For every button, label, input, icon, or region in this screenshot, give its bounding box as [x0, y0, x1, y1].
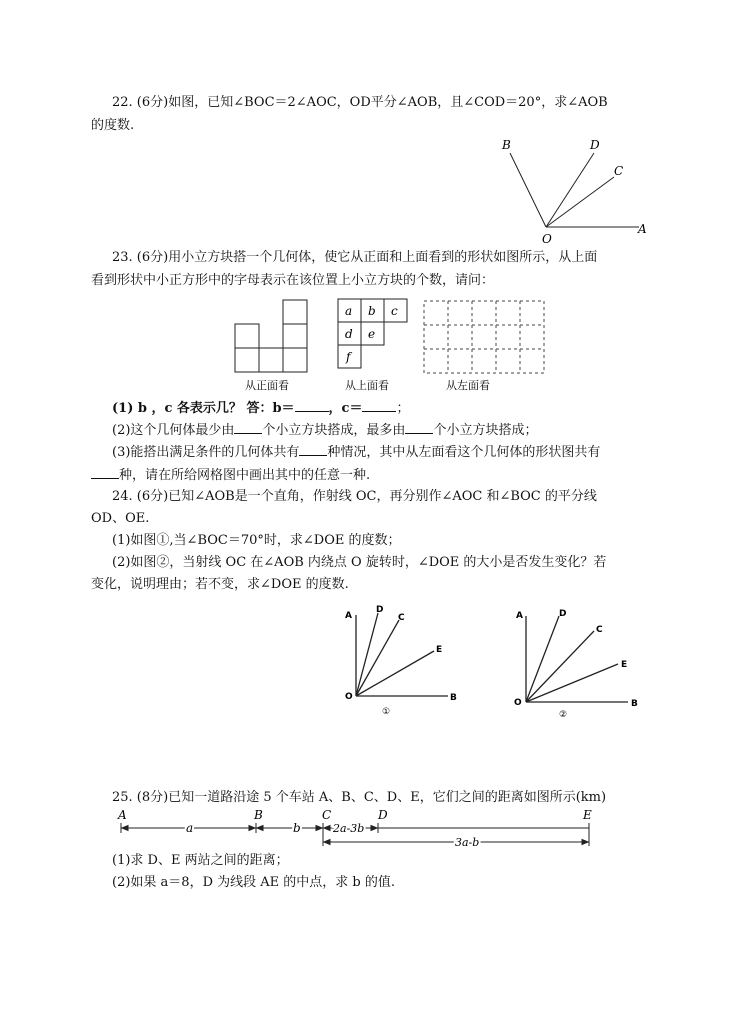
fig1-label-A: A	[345, 611, 352, 621]
station-D: D	[378, 808, 388, 822]
answer-b-blank[interactable]	[295, 400, 329, 412]
q22-line2: 的度数.	[91, 118, 135, 133]
q24-part2b: 变化，说明理由；若不变，求∠DOE 的度数.	[91, 577, 349, 592]
station-E: E	[583, 808, 592, 822]
q24-line1: 24. (6分)已知∠AOB是一个直角，作射线 OC，再分别作∠AOC 和∠BOC 的平分线	[112, 489, 597, 504]
q23-part2-a: (2)这个几何体最少由	[112, 423, 235, 438]
caption-top-view: 从上面看	[345, 379, 389, 392]
q22-label-D: D	[590, 138, 600, 152]
answer-max-blank[interactable]	[405, 422, 433, 434]
fig1-label-E: E	[436, 645, 443, 655]
q22-label-O: O	[542, 232, 552, 246]
q23-part3-c: 种，请在所给网格图中画出其中的任意一种.	[119, 468, 371, 483]
ray-OD	[546, 153, 594, 227]
fig2-label-E: E	[621, 660, 628, 670]
answer-cases-blank[interactable]	[299, 444, 327, 456]
caption-left-view: 从左面看	[446, 379, 490, 392]
q23-part1-end: ；	[396, 401, 410, 416]
fig2-label-O: O	[514, 698, 522, 708]
fig2-label-B: B	[631, 699, 638, 709]
q23-part3-b: 种情况，其中从左面看这个几何体的形状图共有	[327, 445, 601, 460]
q22-line1: 22. (6分)如图，已知∠BOC＝2∠AOC，OD平分∠AOB，且∠COD＝20°，求∠AOB	[112, 95, 608, 110]
q23-part1-mid: ，c＝	[328, 401, 363, 416]
fig2-caption: ②	[559, 710, 568, 720]
q23-part1-prompt: (1) b ，c 各表示几？ 答：b＝	[112, 401, 295, 416]
segment-de-label: 3a-b	[455, 836, 480, 849]
fig2-label-D: D	[559, 609, 567, 619]
q23-part2	[112, 422, 537, 439]
q23-part3-cont	[91, 467, 370, 484]
q24-part2a: (2)如图②，当射线 OC 在∠AOB 内绕点 O 旋转时，∠DOE 的大小是否发生变化？若	[112, 555, 607, 570]
grid-letter-e: e	[368, 327, 376, 341]
q25-part1: (1)求 D、E 两站之间的距离；	[112, 853, 289, 868]
segment-b-label: b	[293, 821, 301, 835]
fig1-caption: ①	[382, 707, 391, 717]
grid-letter-a: a	[345, 304, 353, 318]
q23-part2-c: 个小立方块搭成；	[433, 423, 538, 438]
q22-label-A: A	[638, 222, 647, 236]
answer-left-views-blank[interactable]	[91, 467, 119, 479]
grid-letter-b: b	[368, 304, 376, 318]
q25-line1: 25. (8分)已知一道路沿途 5 个车站 A、B、C、D、E，它们之间的距离如图所示(km)	[112, 790, 607, 805]
grid-letter-f: f	[346, 350, 351, 364]
q23-front-view	[235, 300, 307, 372]
q22-label-B: B	[502, 138, 511, 152]
caption-front-view: 从正面看	[245, 379, 289, 392]
q23-part3-a: (3)能搭出满足条件的几何体共有	[112, 445, 300, 460]
q24-figure-1	[356, 613, 448, 696]
grid-letter-d: d	[345, 327, 353, 341]
q23-part1	[112, 400, 409, 417]
fig1-label-O: O	[345, 692, 353, 702]
segment-cd-label: 2a-3b	[333, 822, 365, 835]
q25-part2: (2)如果 a＝8，D 为线段 AE 的中点，求 b 的值.	[112, 875, 395, 890]
station-B: B	[254, 808, 263, 822]
q23-left-view-grid[interactable]	[424, 301, 544, 373]
segment-a-label: a	[186, 821, 194, 835]
station-C: C	[322, 808, 332, 822]
q23-part3	[112, 444, 600, 461]
q23-part2-b: 个小立方块搭成，最多由	[262, 423, 406, 438]
fig2-label-C: C	[596, 625, 603, 635]
ray-OB	[510, 153, 546, 227]
grid-letter-c: c	[391, 304, 398, 318]
q24-figure-2	[526, 616, 628, 702]
fig1-label-C: C	[398, 613, 405, 623]
q23-line2: 看到形状中小正方形中的字母表示在该位置上小立方块的个数，请问：	[91, 273, 495, 288]
ray-OC	[546, 177, 614, 227]
answer-c-blank[interactable]	[362, 400, 396, 412]
q24-line2: OD、OE.	[91, 511, 150, 526]
answer-min-blank[interactable]	[234, 422, 262, 434]
q23-line1: 23. (6分)用小立方块搭一个几何体，使它从正面和上面看到的形状如图所示，从上面	[112, 250, 598, 265]
station-A: A	[118, 808, 127, 822]
fig1-label-D: D	[376, 605, 384, 615]
q24-part1: (1)如图①,当∠BOC＝70°时，求∠DOE 的度数；	[112, 533, 401, 548]
fig2-label-A: A	[516, 611, 523, 621]
fig1-label-B: B	[450, 693, 457, 703]
q22-label-C: C	[614, 164, 624, 178]
